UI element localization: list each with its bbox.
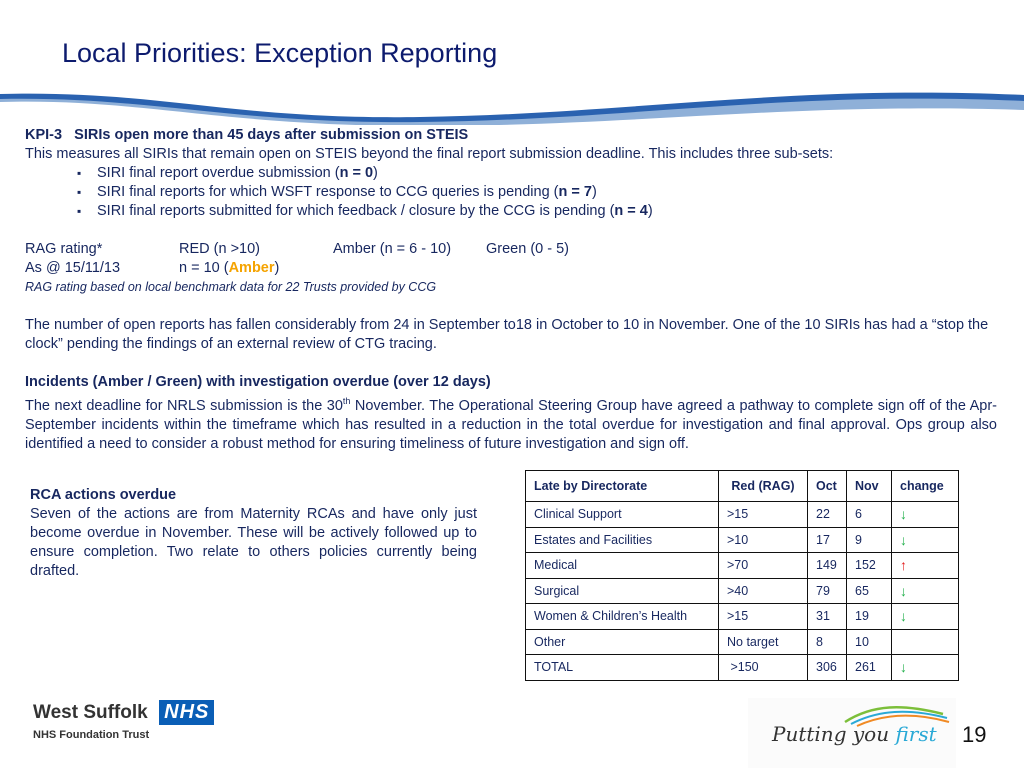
as-at-date: As @ 15/11/13 bbox=[25, 260, 121, 276]
table-cell: No target bbox=[719, 629, 808, 655]
table-cell: >15 bbox=[719, 502, 808, 528]
nhs-logo: NHS bbox=[159, 700, 214, 725]
list-item: ▪ SIRI final report overdue submission (n = 0) bbox=[95, 164, 997, 183]
table-cell: 261 bbox=[847, 655, 892, 681]
kpi-subset-list bbox=[25, 164, 997, 221]
col-header-red: Red (RAG) bbox=[719, 471, 808, 502]
org-subtitle: NHS Foundation Trust bbox=[33, 729, 150, 741]
col-header-change: change bbox=[892, 471, 959, 502]
header-swoosh bbox=[0, 80, 1024, 125]
change-cell bbox=[892, 604, 959, 630]
list-item: ▪ SIRI final reports submitted for which feedback / closure by the CCG is pending (n = 4) bbox=[95, 202, 997, 221]
table-cell: >70 bbox=[719, 553, 808, 579]
rag-current-row bbox=[25, 259, 997, 278]
table-cell: 79 bbox=[808, 578, 847, 604]
org-name: West Suffolk bbox=[33, 701, 148, 723]
putting-you-first-logo bbox=[748, 698, 956, 768]
table-cell: >10 bbox=[719, 527, 808, 553]
table-cell: 17 bbox=[808, 527, 847, 553]
table-cell: Clinical Support bbox=[526, 502, 719, 528]
list-item: ▪ SIRI final reports for which WSFT response to CCG queries is pending (n = 7) bbox=[95, 183, 997, 202]
table-row bbox=[526, 629, 959, 655]
table-cell: 31 bbox=[808, 604, 847, 630]
table-row bbox=[526, 604, 959, 630]
tagline: Putting you first bbox=[772, 722, 937, 746]
change-cell bbox=[892, 502, 959, 528]
change-cell bbox=[892, 655, 959, 681]
arrow-down-icon: ↓ bbox=[900, 506, 907, 523]
table-cell: 9 bbox=[847, 527, 892, 553]
change-cell bbox=[892, 629, 959, 655]
rca-section bbox=[30, 486, 477, 581]
incidents-paragraph: The next deadline for NRLS submission is the 30th November. The Operational Steering Group have agreed a pathway to complete sign off of the Apr-September incidents within the timeframe which has resulted in a reduction in the total overdue for investigation and final approval. Ops group also identified a need to consider a robust method for ensuring timeliness of future investigation and sign off. bbox=[25, 396, 997, 452]
arrow-up-icon: ↑ bbox=[900, 557, 907, 574]
kpi-heading: KPI-3 SIRIs open more than 45 days after submission on STEIS bbox=[25, 127, 469, 143]
kpi-intro: This measures all SIRIs that remain open on STEIS beyond the final report submission deadline. This includes three sub-sets: bbox=[25, 146, 834, 162]
table-cell: Estates and Facilities bbox=[526, 527, 719, 553]
col-header-nov: Nov bbox=[847, 471, 892, 502]
table-row bbox=[526, 502, 959, 528]
table-row bbox=[526, 578, 959, 604]
table-cell: 10 bbox=[847, 629, 892, 655]
arrow-down-icon: ↓ bbox=[900, 659, 907, 676]
table-cell: >15 bbox=[719, 604, 808, 630]
rag-current-value: n = 10 (Amber) bbox=[179, 260, 280, 276]
summary-paragraph: The number of open reports has fallen considerably from 24 in September to18 in October to 10 in November. One of the 10 SIRIs has had a “stop the clock” pending the findings of an external review of CTG tracing. bbox=[25, 317, 989, 352]
main-content bbox=[25, 126, 997, 454]
west-suffolk-logo bbox=[33, 700, 214, 741]
arrow-down-icon: ↓ bbox=[900, 608, 907, 625]
arrow-down-icon: ↓ bbox=[900, 531, 907, 548]
table-cell: 22 bbox=[808, 502, 847, 528]
rca-heading: RCA actions overdue bbox=[30, 487, 177, 503]
table-cell: Other bbox=[526, 629, 719, 655]
directorate-table bbox=[525, 470, 959, 681]
table-row bbox=[526, 553, 959, 579]
table-header-row bbox=[526, 471, 959, 502]
table-cell: 19 bbox=[847, 604, 892, 630]
rag-green: Green (0 - 5) bbox=[486, 241, 569, 257]
change-cell bbox=[892, 527, 959, 553]
table-cell: 306 bbox=[808, 655, 847, 681]
table-cell: Women & Children’s Health bbox=[526, 604, 719, 630]
table-cell: 152 bbox=[847, 553, 892, 579]
change-cell bbox=[892, 553, 959, 579]
table-row bbox=[526, 655, 959, 681]
rag-amber: Amber (n = 6 - 10) bbox=[333, 241, 452, 257]
table-cell: >150 bbox=[719, 655, 808, 681]
page-title: Local Priorities: Exception Reporting bbox=[62, 38, 498, 68]
rag-note: RAG rating based on local benchmark data for 22 Trusts provided by CCG bbox=[25, 280, 437, 294]
table-cell: >40 bbox=[719, 578, 808, 604]
rag-red: RED (n >10) bbox=[179, 241, 260, 257]
table-cell: 149 bbox=[808, 553, 847, 579]
table-cell: 65 bbox=[847, 578, 892, 604]
rca-text: Seven of the actions are from Maternity RCAs and have only just become overdue in November. These will be actively followed up to ensure completion. Two relate to others policies currently being drafted. bbox=[30, 506, 477, 579]
status-badge: Amber bbox=[228, 260, 275, 276]
table-cell: Medical bbox=[526, 553, 719, 579]
change-cell bbox=[892, 578, 959, 604]
page-number: 19 bbox=[962, 722, 987, 747]
rag-rating-row bbox=[25, 240, 997, 259]
arrow-down-icon: ↓ bbox=[900, 582, 907, 599]
table-cell: 8 bbox=[808, 629, 847, 655]
col-header-directorate: Late by Directorate bbox=[526, 471, 719, 502]
rag-label: RAG rating* bbox=[25, 241, 103, 257]
incidents-heading: Incidents (Amber / Green) with investigation overdue (over 12 days) bbox=[25, 374, 491, 390]
table-row bbox=[526, 527, 959, 553]
table-cell: 6 bbox=[847, 502, 892, 528]
col-header-oct: Oct bbox=[808, 471, 847, 502]
table-cell: TOTAL bbox=[526, 655, 719, 681]
table-cell: Surgical bbox=[526, 578, 719, 604]
